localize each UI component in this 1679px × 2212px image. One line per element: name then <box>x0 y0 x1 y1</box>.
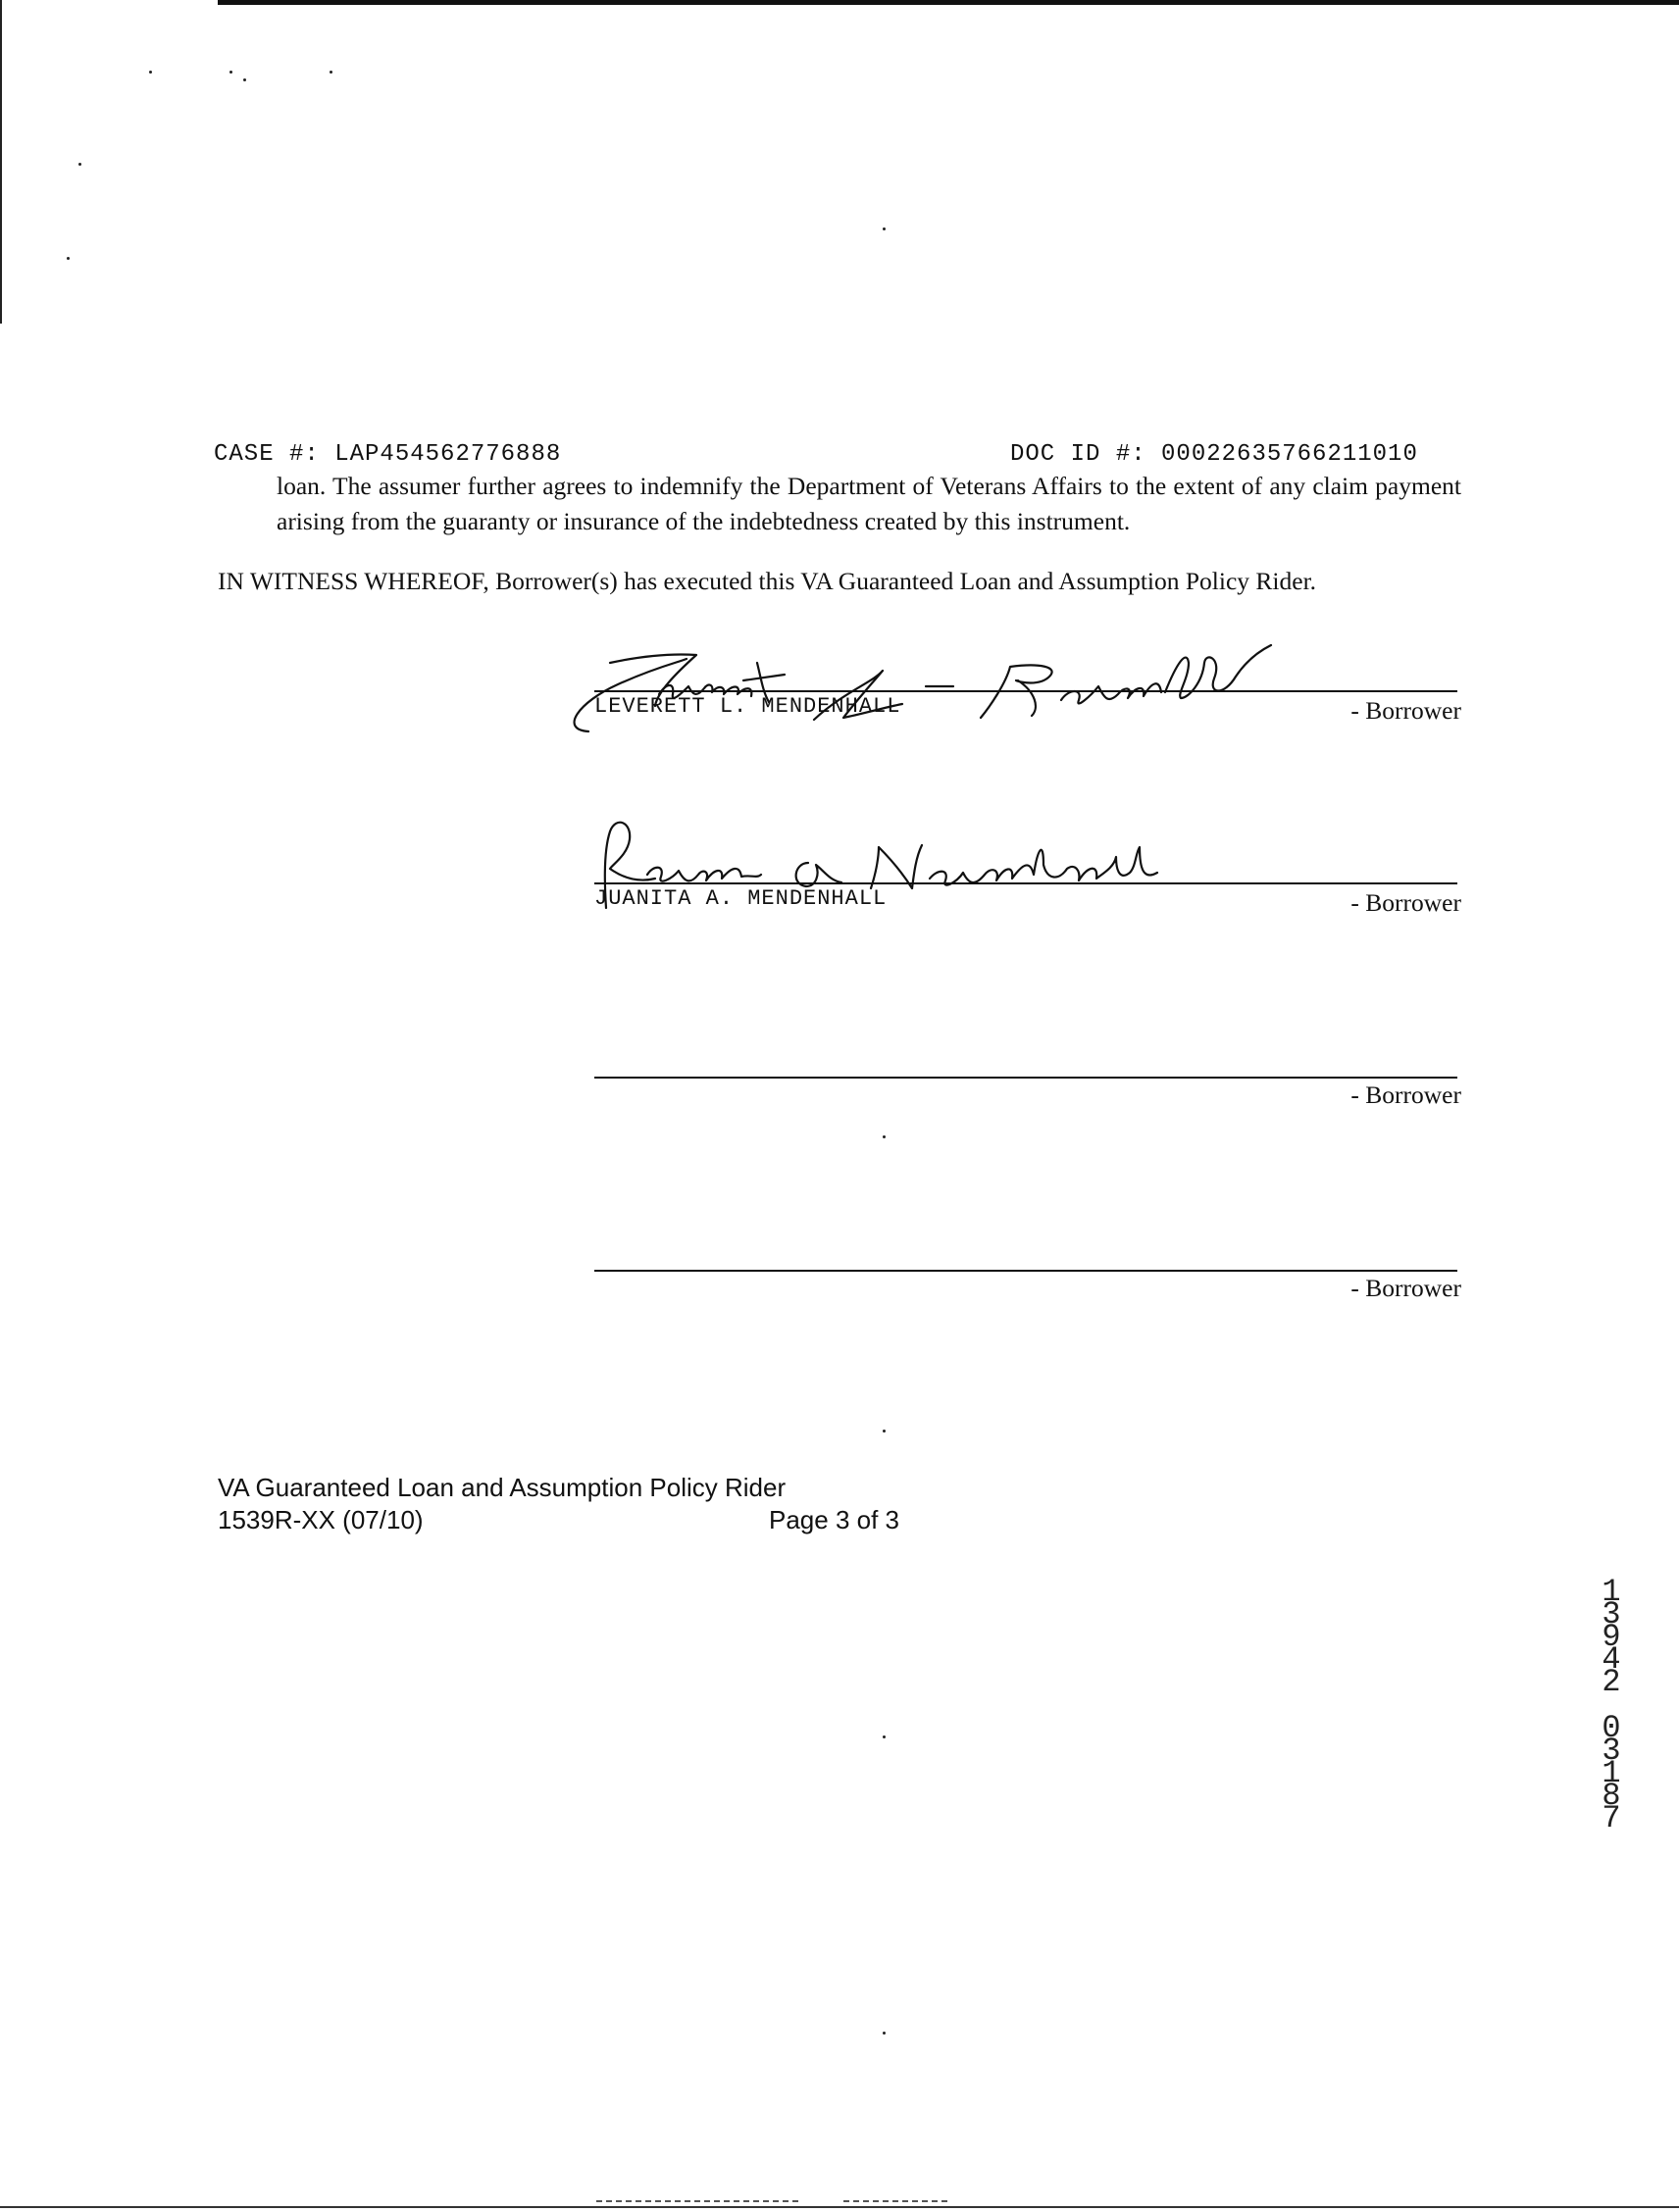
scan-top-edge <box>218 0 1679 5</box>
form-number: 1539R-XX (07/10) <box>218 1505 424 1534</box>
case-number: CASE #: LAP454562776888 <box>214 441 562 468</box>
signature-line <box>594 1077 1457 1079</box>
signature-line <box>594 690 1457 692</box>
scan-speck <box>883 1430 886 1433</box>
page-number: Page 3 of 3 <box>769 1505 899 1534</box>
scan-speck <box>883 2032 886 2035</box>
assumption-paragraph: loan. The assumer further agrees to indemnify the Department of Veterans Affairs to the extent of any claim payment arising from the guaranty or insurance of the indebtedness created by this instrument. <box>277 472 1461 535</box>
stamp-digits-top: 13942 <box>1602 1574 1621 1700</box>
signature-line <box>594 882 1457 884</box>
borrower-name: JUANITA A. MENDENHALL <box>594 886 888 911</box>
form-title: VA Guaranteed Loan and Assumption Policy Rider <box>218 1473 787 1502</box>
scan-left-edge <box>0 0 2 324</box>
borrower-label: - Borrower <box>1350 1274 1461 1302</box>
scan-bottom-mark <box>596 2200 802 2202</box>
scan-speck <box>78 163 81 166</box>
scan-speck <box>883 1135 886 1138</box>
borrower-name: LEVERETT L. MENDENHALL <box>594 694 901 719</box>
borrower-label: - Borrower <box>1350 696 1461 725</box>
scan-speck <box>883 227 886 230</box>
signature-leverett <box>549 624 1314 741</box>
scan-speck <box>883 1735 886 1738</box>
scan-speck <box>67 257 70 260</box>
scan-speck <box>330 71 332 74</box>
signature-line <box>594 1270 1457 1272</box>
scan-speck <box>243 78 246 81</box>
borrower-label: - Borrower <box>1350 888 1461 917</box>
scan-bottom-mark <box>843 2200 951 2202</box>
scan-speck <box>229 71 232 74</box>
scan-speck <box>149 71 152 74</box>
side-stamp-number <box>1595 1574 1628 1836</box>
stamp-digits-bottom: 03187 <box>1602 1710 1621 1836</box>
doc-id: DOC ID #: 00022635766211010 <box>1010 441 1418 468</box>
witness-paragraph: IN WITNESS WHEREOF, Borrower(s) has executed this VA Guaranteed Loan and Assumption Policy Rider. <box>218 567 1317 595</box>
borrower-label: - Borrower <box>1350 1081 1461 1109</box>
scan-bottom-edge <box>0 2206 1679 2208</box>
